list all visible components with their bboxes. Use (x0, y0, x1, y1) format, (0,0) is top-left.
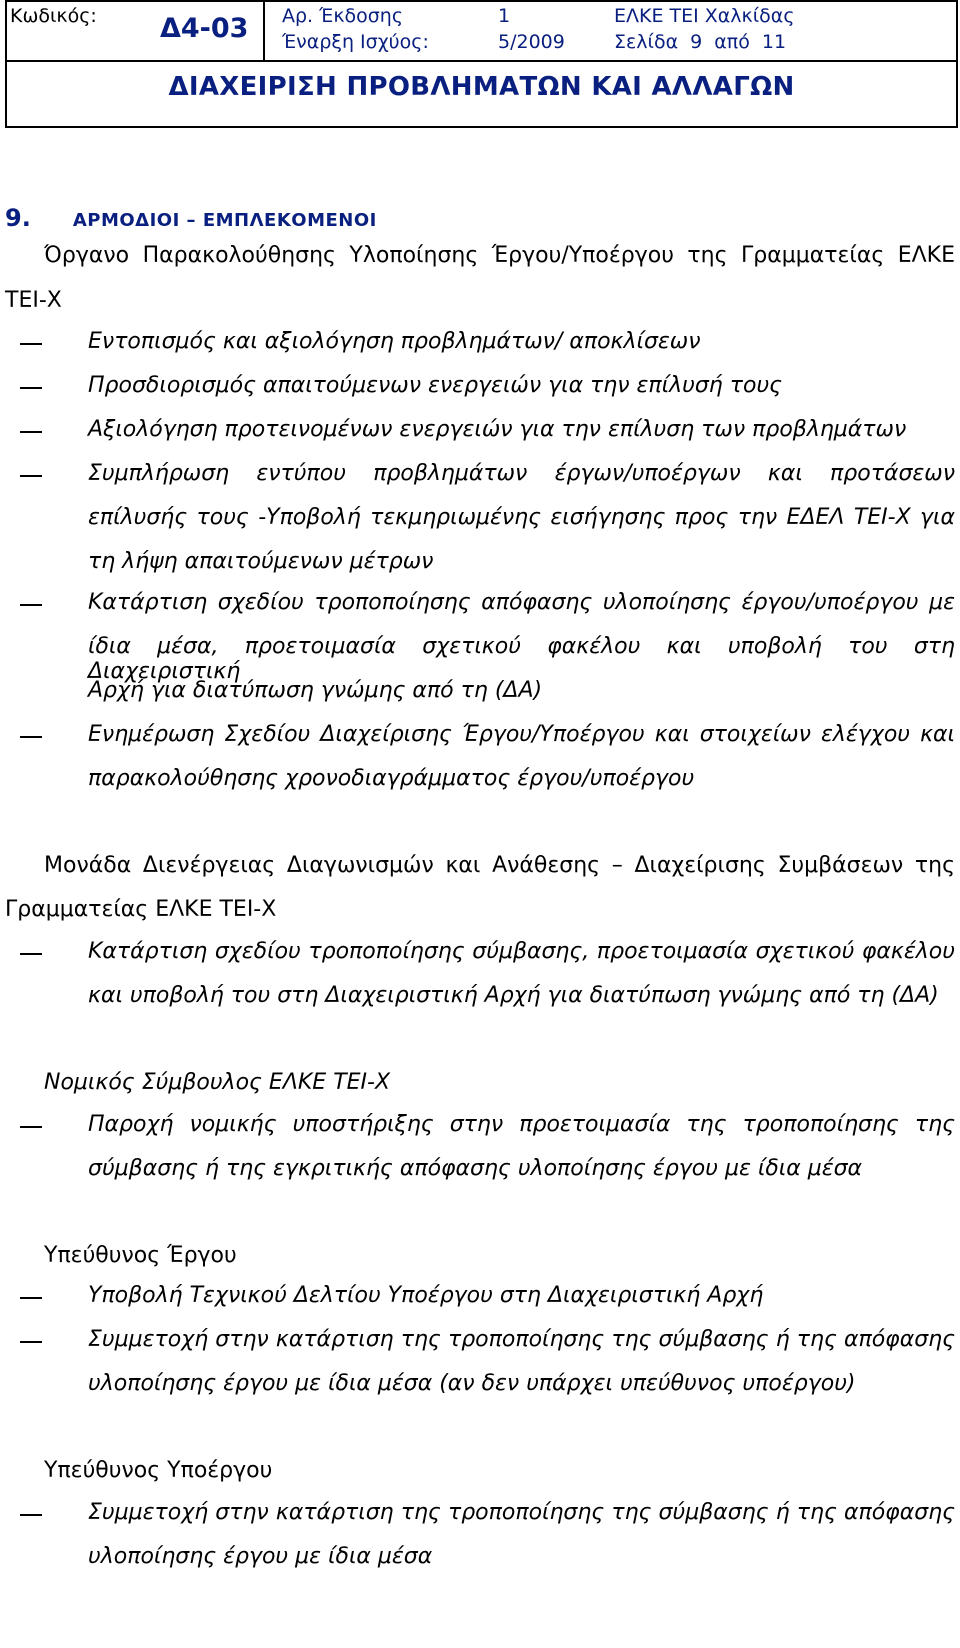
bullet-dash (20, 475, 42, 477)
list-item: Συμμετοχή στην κατάρτιση της τροποποίησης της σύμβασης ή της απόφασης (88, 1327, 955, 1352)
list-item: Συμμετοχή στην κατάρτιση της τροποποίησης της σύμβασης ή της απόφασης (88, 1500, 955, 1525)
effective-value: 5/2009 (498, 31, 565, 53)
group-1-heading-cont: ΤΕΙ-Χ (5, 288, 62, 313)
page-info: Σελίδα 9 από 11 (614, 31, 787, 53)
bullet-dash (20, 1514, 42, 1516)
bullet-dash (20, 604, 42, 606)
list-item-cont: Αρχή για διατύπωση γνώμης από τη (ΔΑ) (88, 678, 543, 703)
document-header (5, 0, 958, 128)
list-item: Συμπλήρωση εντύπου προβλημάτων έργων/υποέργων και προτάσεων (88, 461, 955, 486)
header-divider (7, 60, 956, 62)
group-2-heading: Μονάδα Διενέργειας Διαγωνισμών και Ανάθεσης – Διαχείρισης Συμβάσεων της (44, 853, 955, 878)
group-1-heading: Όργανο Παρακολούθησης Υλοποίησης Έργου/Υποέργου της Γραμματείας ΕΛΚΕ (44, 243, 955, 268)
section-number: 9. (5, 204, 31, 232)
list-item-cont: σύμβασης ή της εγκριτικής απόφασης υλοποίησης έργου με ίδια μέσα (88, 1156, 863, 1181)
list-item-cont: υλοποίησης έργου με ίδια μέσα (αν δεν υπάρχει υπεύθυνος υποέργου) (88, 1371, 856, 1396)
section-heading (5, 204, 377, 232)
bullet-dash (20, 343, 42, 345)
document-title: ΔΙΑΧΕΙΡΙΣΗ ΠΡΟΒΛΗΜΑΤΩΝ ΚΑΙ ΑΛΛΑΓΩΝ (168, 72, 795, 102)
list-item: Παροχή νομικής υποστήριξης στην προετοιμασία της τροποποίησης της (88, 1112, 955, 1137)
list-item-cont: ίδια μέσα, προετοιμασία σχετικού φακέλου και υποβολή του στη Διαχειριστική (88, 634, 955, 684)
organization: ΕΛΚΕ ΤΕΙ Χαλκίδας (614, 5, 795, 27)
list-item: Αξιολόγηση προτεινομένων ενεργειών για την επίλυση των προβλημάτων (88, 417, 907, 442)
bullet-dash (20, 953, 42, 955)
effective-label: Έναρξη Ισχύος: (282, 31, 429, 53)
code-value: Δ4-03 (160, 13, 249, 44)
bullet-dash (20, 1341, 42, 1343)
edition-value: 1 (498, 5, 511, 27)
list-item-cont: επίλυσής τους -Υποβολή τεκμηριωμένης εισήγησης προς την ΕΔΕΛ ΤΕΙ-Χ για (88, 505, 955, 530)
group-4-heading: Υπεύθυνος Έργου (44, 1243, 237, 1268)
list-item: Κατάρτιση σχεδίου τροποποίησης σύμβασης, προετοιμασία σχετικού φακέλου (88, 939, 955, 964)
edition-label: Αρ. Έκδοσης (282, 5, 403, 27)
list-item: Κατάρτιση σχεδίου τροποποίησης απόφασης υλοποίησης έργου/υποέργου με (88, 590, 955, 615)
bullet-dash (20, 431, 42, 433)
list-item-cont: παρακολούθησης χρονοδιαγράμματος έργου/υποέργου (88, 766, 695, 791)
list-item-cont: τη λήψη απαιτούμενων μέτρων (88, 549, 434, 574)
list-item: Εντοπισμός και αξιολόγηση προβλημάτων/ αποκλίσεων (88, 329, 701, 354)
bullet-dash (20, 1297, 42, 1299)
list-item-cont: υλοποίησης έργου με ίδια μέσα (88, 1544, 433, 1569)
code-label: Κωδικός: (10, 5, 97, 27)
bullet-dash (20, 736, 42, 738)
group-3-heading: Νομικός Σύμβουλος ΕΛΚΕ ΤΕΙ-Χ (44, 1070, 391, 1095)
list-item: Ενημέρωση Σχεδίου Διαχείρισης Έργου/Υποέργου και στοιχείων ελέγχου και (88, 722, 955, 747)
list-item: Υποβολή Τεχνικού Δελτίου Υποέργου στη Διαχειριστική Αρχή (88, 1283, 764, 1308)
list-item-cont: και υποβολή του στη Διαχειριστική Αρχή για διατύπωση γνώμης από τη (ΔΑ) (88, 983, 939, 1008)
group-2-heading-cont: Γραμματείας ΕΛΚΕ ΤΕΙ-Χ (5, 897, 277, 922)
section-title: ΑΡΜΟΔΙΟΙ – ΕΜΠΛΕΚΟΜΕΝΟΙ (72, 210, 377, 231)
group-5-heading: Υπεύθυνος Υποέργου (44, 1458, 273, 1483)
list-item: Προσδιορισμός απαιτούμενων ενεργειών για την επίλυσή τους (88, 373, 783, 398)
bullet-dash (20, 1126, 42, 1128)
bullet-dash (20, 387, 42, 389)
